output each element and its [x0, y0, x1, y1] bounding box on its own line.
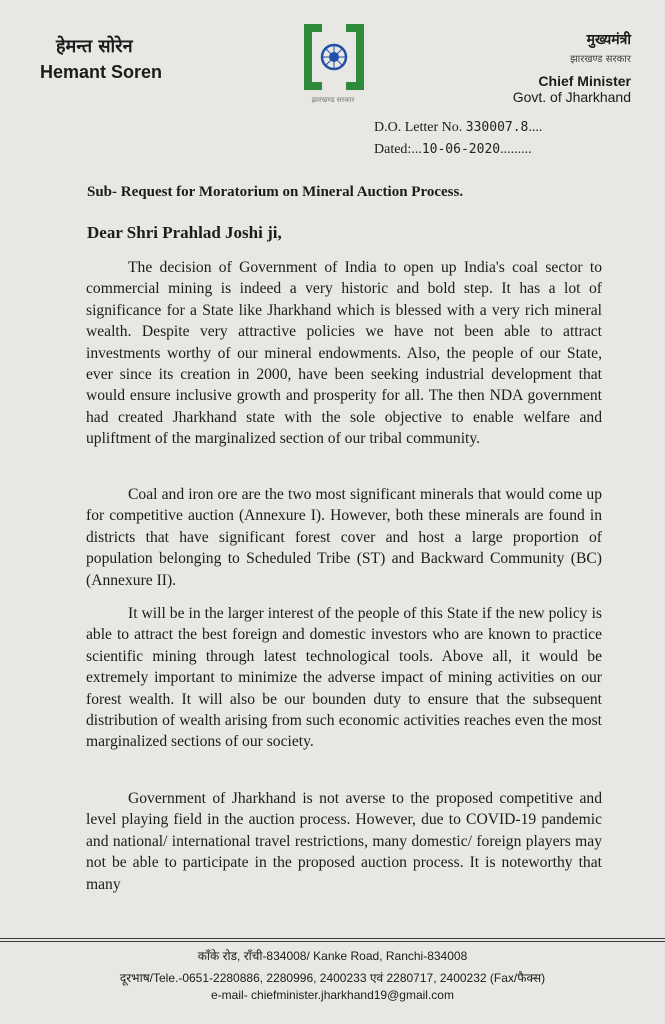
title-english: Chief Minister: [538, 73, 631, 89]
do-label: D.O. Letter No.: [374, 120, 463, 135]
body-paragraph: Government of Jharkhand is not averse to the proposed competitive and level playing field in the auction process. However, due to COVID-19 pandemic and national/ international travel restrictions, many domestic/ foreign players may not be able to participate in the proposed auction process. It is noteworthy that many: [86, 790, 602, 893]
footer-address: काँके रोड, राँची-834008/ Kanke Road, Ranchi-834008: [197, 949, 468, 963]
dated-label: Dated:: [374, 142, 412, 157]
body-paragraph: Coal and iron ore are the two most significant minerals that would come up for competitive auction (Annexure I). However, both these minerals are found in districts that have significant forest cover and host a large proportion of population belonging to Scheduled Tribe (ST) and Backward Community (BC) (Annexure II).: [86, 486, 602, 589]
govt-english: Govt. of Jharkhand: [512, 89, 631, 105]
footer-email: e-mail- chiefminister.jharkhand19@gmail.com: [211, 988, 454, 1002]
footer-divider: [0, 938, 665, 939]
sender-name-hindi: हेमन्त सोरेन: [56, 36, 133, 57]
govt-hindi: झारखण्ड सरकार: [570, 54, 631, 65]
emblem-caption: झारखण्ड सरकार: [311, 96, 355, 104]
salutation: Dear Shri Prahlad Joshi ji,: [87, 223, 282, 242]
body-paragraph: The decision of Government of India to open up India's coal sector to commercial mining is indeed a very historic and bold step. It has a lot of significance for a State like Jharkhand which is blessed with a very rich mineral wealth. Despite very attractive policies we have not been able to attract investments worthy of our mineral endowments. Also, the people of our State, ever since its creation in 2000, have been seeking industrial development that would ensure inclusive growth and prosperity for all. The then NDA government had created Jharkhand state with the sole objective to enable welfare and upliftment of the marginalized section of our tribal community.: [86, 259, 602, 448]
subject-line: Sub- Request for Moratorium on Mineral Auction Process.: [87, 184, 464, 200]
footer-phone: दूरभाष/Tele.-0651-2280886, 2280996, 2400233 एवं 2280717, 2400232 (Fax/फैक्स): [119, 971, 546, 985]
do-letter-line: D.O. Letter No. 330007.8....: [374, 120, 543, 135]
do-number: 330007.8: [465, 120, 529, 135]
footer-divider: [0, 941, 665, 942]
sender-name-english: Hemant Soren: [40, 62, 163, 82]
designation-block: [513, 30, 631, 105]
jharkhand-emblem-icon: [302, 22, 366, 106]
title-hindi: मुख्यमंत्री: [586, 32, 631, 48]
letter-date: 10-06-2020: [421, 142, 501, 157]
body-paragraph: It will be in the larger interest of the people of this State if the new policy is able to attract the best foreign and domestic investors who are known to practice scientific mining through latest technological tools. Above all, it would be extremely important to minimize the adverse impact of mining activities on our forest wealth. It will also be our bounden duty to ensure that the subsequent distribution of wealth arising from such economic activities reaches even the most marginalized sections of our society.: [86, 605, 602, 751]
dated-line: Dated:...10-06-2020.........: [374, 142, 532, 157]
